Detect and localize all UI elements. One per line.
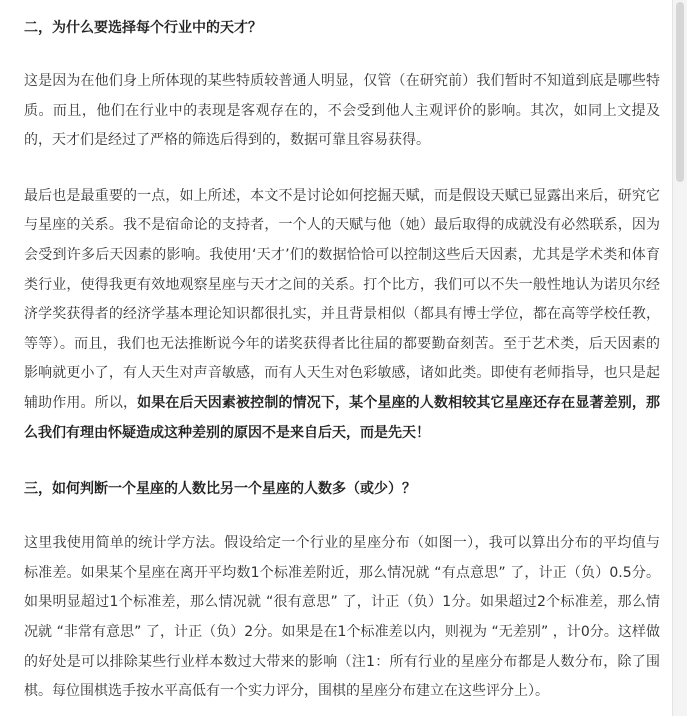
section-3-paragraph-1: 这里我使用简单的统计学方法。假设给定一个行业的星座分布（如图一），我可以算出分布的平均值与标准差。如果某个星座在离开平均数1个标准差附近，那么情况就 “有点意思” 了，计正（负）0.5分。如果明显超过1个标准差，那么情况就 “很有意思” 了，计正（负）1分。如果超过2个标准差，那么情况就 “非常有意思” 了，计正（负）2分。如果是在1个标准差以内，则视为 “无差别” ，计0分。这样做的好处是可以排除某些行业样本数过大带来的影响（注1：所有行业的星座分布都是人数分布，除了围棋。每位围棋选手按水平高低有一个实力评分，围棋的星座分布建立在这些评分上）。 — [24, 535, 660, 700]
section-2-paragraph-2-emphasis: 如果在后天因素被控制的情况下，某个星座的人数相较其它星座还存在显著差别，那么我们有理由怀疑造成这种差别的原因不是来自后天，而是先天！ — [24, 394, 661, 441]
section-2-heading: 二，为什么要选择每个行业中的天才？ — [24, 20, 262, 36]
section-2-paragraph-2-text: 最后也是最重要的一点，如上所述，本文不是讨论如何挖掘天赋，而是假设天赋已显露出来后，研究它与星座的关系。我不是宿命论的支持者，一个人的天赋与他（她）最后取得的成就没有必然联系，因为会受到许多后天因素的影响。我使用‘天才’们的数据恰恰可以控制这些后天因素，尤其是学术类和体育类行业，使得我更有效地观察星座与天才之间的关系。打个比方，我们可以不失一般性地认为诺贝尔经济学奖获得者的经济学基本理论知识都很扎实，并且背景相似（都具有博士学位，都在高等学校任教，等等）。而且，我们也无法推断说今年的诺奖获得者比往届的都要勤奋刻苦。至于艺术类，后天因素的影响就更小了，有人天生对声音敏感，而有人天生对色彩敏感，诸如此类。即使有老师指导，也只是起辅助作用。所以， — [24, 187, 660, 411]
section-2-paragraph-2 — [24, 182, 672, 448]
section-3-heading: 三，如何判断一个星座的人数比另一个星座的人数多（或少）？ — [24, 481, 416, 498]
vertical-scrollbar[interactable] — [672, 0, 687, 716]
scrollbar-thumb[interactable] — [676, 2, 684, 182]
section-2-paragraph-1: 这是因为在他们身上所体现的某些特质较普通人明显，仅管（在研究前）我们暂时不知道到底是哪些特质。而且，他们在行业中的表现是客观存在的，不会受到他人主观评价的影响。其次，如同上文提及的，天才们是经过了严格的筛选后得到的，数据可靠且容易获得。 — [24, 73, 660, 149]
